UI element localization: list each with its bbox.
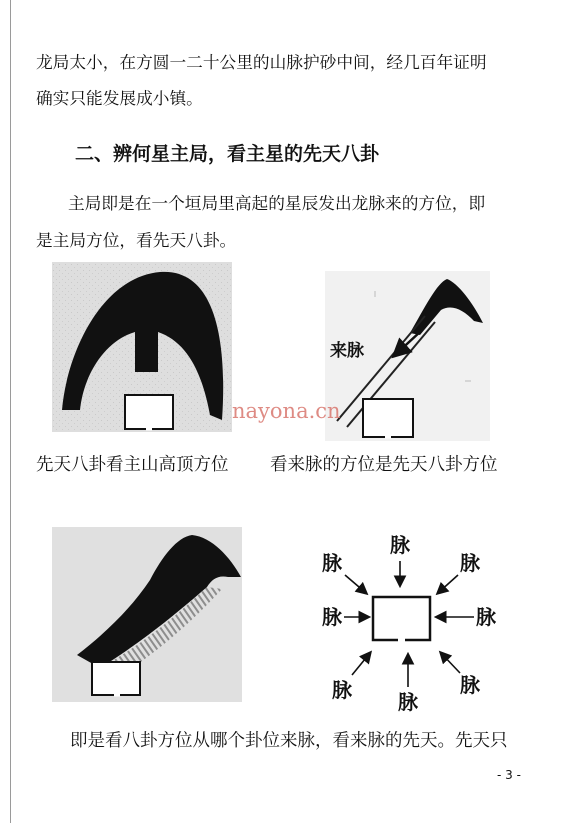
figure-main-peak (52, 262, 232, 432)
figure-incoming-vein (325, 271, 490, 441)
body-line-4: 是主局方位，看先天八卦。 (36, 230, 237, 250)
body-line-1: 龙局太小，在方圆一二十公里的山脉护砂中间，经几百年证明 (36, 52, 487, 72)
body-line-3: 主局即是在一个垣局里高起的星辰发出龙脉来的方位，即 (68, 193, 486, 213)
page-number: - 3 - (497, 768, 521, 782)
scan-edge-line (10, 0, 11, 823)
arrow-bottom-right (441, 653, 460, 673)
figure-curving-vein (52, 527, 242, 702)
direction-label-top-right: 脉 (460, 551, 480, 575)
direction-label-top: 脉 (390, 533, 410, 557)
body-line-2: 确实只能发展成小镇。 (36, 88, 203, 108)
watermark: nayona.cn (232, 399, 341, 423)
incoming-vein-label: 来脉 (330, 341, 364, 361)
site-square (125, 395, 173, 429)
caption-left: 先天八卦看主山高顶方位 (36, 455, 229, 475)
direction-label-bottom-right: 脉 (460, 673, 480, 697)
arrow-top-left (345, 575, 366, 593)
site-square (373, 597, 430, 640)
direction-label-left: 脉 (322, 605, 342, 629)
site-square (92, 662, 140, 695)
arrow-top-right (438, 575, 458, 593)
figure-eight-directions (310, 525, 510, 720)
arrow-bottom-left (352, 653, 370, 675)
direction-label-bottom-left: 脉 (332, 678, 352, 702)
section-heading: 二、辨何星主局，看主星的先天八卦 (75, 143, 380, 165)
site-square (363, 399, 413, 437)
caption-right: 看来脉的方位是先天八卦方位 (270, 455, 498, 475)
direction-label-bottom: 脉 (398, 690, 418, 714)
body-line-5: 即是看八卦方位从哪个卦位来脉，看来脉的先天。先天只 (70, 731, 508, 751)
direction-label-top-left: 脉 (322, 551, 342, 575)
direction-label-right: 脉 (476, 605, 496, 629)
